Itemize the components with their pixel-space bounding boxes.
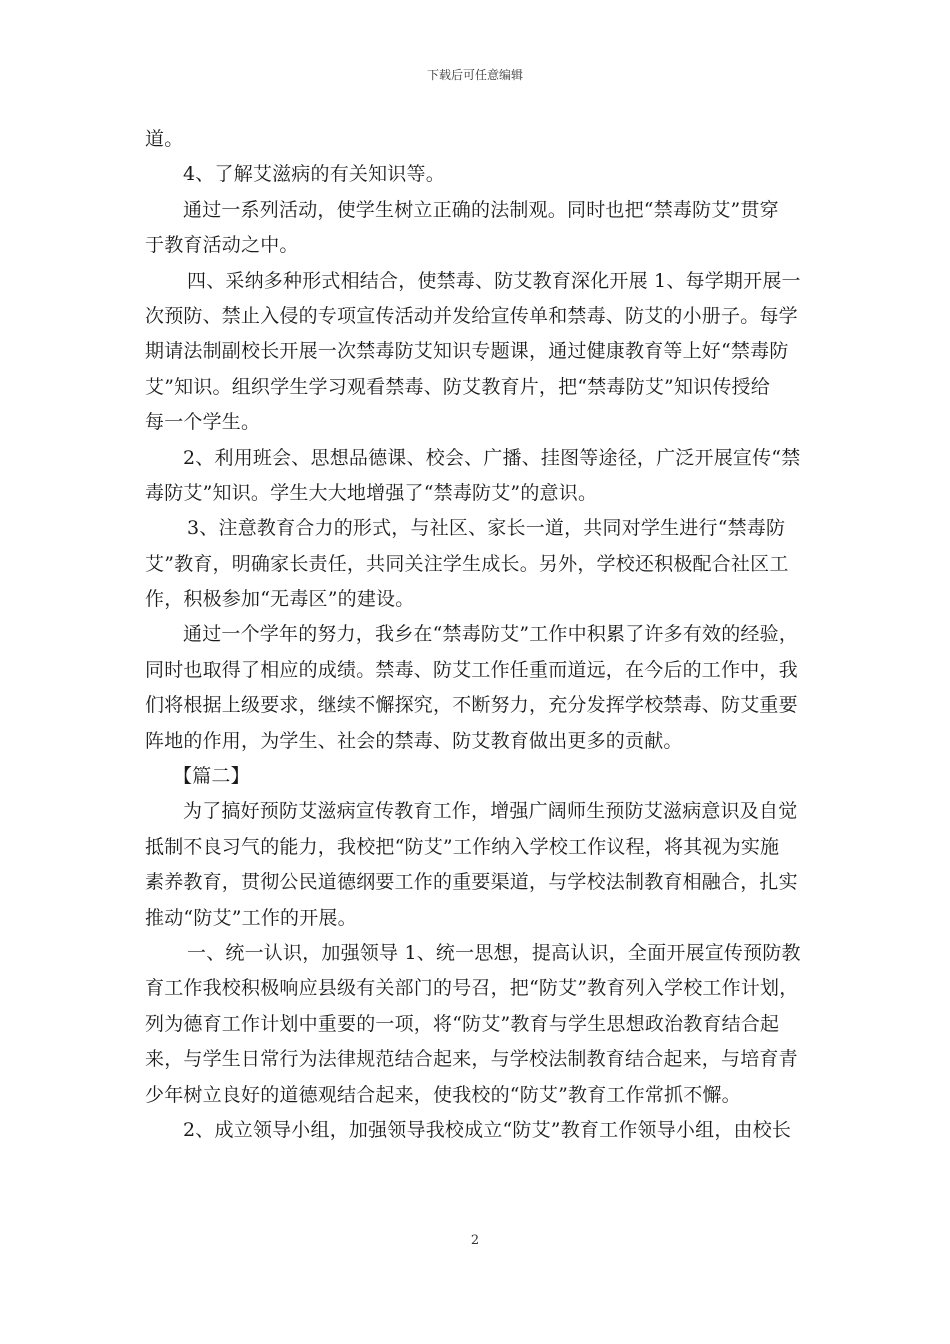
text-line: 来，与学生日常行为法律规范结合起来，与学校法制教育结合起来，与培育青 (145, 1048, 798, 1071)
text-line: 毒防艾”知识。学生大大地增强了“禁毒防艾”的意识。 (145, 481, 598, 504)
text-line: 作，积极参加“无毒区”的建设。 (145, 588, 415, 611)
text-line: 素养教育，贯彻公民道德纲要工作的重要渠道，与学校法制教育相融合，扎实 (145, 871, 798, 894)
document-body (145, 122, 810, 1148)
text-line: 列为德育工作计划中重要的一项，将“防艾”教育与学生思想政治教育结合起 (145, 1012, 780, 1035)
text-line: 一、统一认识，加强领导 1、统一思想，提高认识，全面开展宣传预防教 (187, 941, 801, 964)
text-line: 推动“防艾”工作的开展。 (145, 906, 357, 929)
text-line: 【篇二】 (173, 765, 250, 788)
text-line: 育工作我校积极响应县级有关部门的号召，把“防艾”教育列入学校工作计划， (145, 977, 799, 1000)
text-line: 四、采纳多种形式相结合，使禁毒、防艾教育深化开展 1、每学期开展一 (187, 269, 801, 292)
text-line: 们将根据上级要求，继续不懈探究，不断努力，充分发挥学校禁毒、防艾重要 (145, 694, 798, 717)
text-line: 通过一个学年的努力，我乡在“禁毒防艾”工作中积累了许多有效的经验， (183, 623, 799, 646)
text-line: 次预防、禁止入侵的专项宣传活动并发给宣传单和禁毒、防艾的小册子。每学 (145, 304, 798, 327)
page-header: 下载后可任意编辑 (426, 68, 523, 82)
text-line: 期请法制副校长开展一次禁毒防艾知识专题课，通过健康教育等上好“禁毒防 (145, 340, 789, 363)
text-line: 为了搞好预防艾滋病宣传教育工作，增强广阔师生预防艾滋病意识及自觉 (183, 800, 798, 823)
text-line: 通过一系列活动，使学生树立正确的法制观。同时也把“禁毒防艾”贯穿 (183, 198, 779, 221)
text-line: 阵地的作用，为学生、社会的禁毒、防艾教育做出更多的贡献。 (145, 729, 683, 752)
text-line: 抵制不良习气的能力，我校把“防艾”工作纳入学校工作议程，将其视为实施 (145, 835, 780, 858)
page-number: 2 (470, 1233, 480, 1248)
text-line: 艾”知识。组织学生学习观看禁毒、防艾教育片，把“禁毒防艾”知识传授给 (145, 375, 770, 398)
text-line: 3、注意教育合力的形式，与社区、家长一道，共同对学生进行“禁毒防 (187, 517, 786, 540)
text-line: 艾”教育，明确家长责任，共同关注学生成长。另外，学校还积极配合社区工 (145, 552, 789, 575)
text-line: 每一个学生。 (145, 411, 261, 434)
text-line: 2、成立领导小组，加强领导我校成立“防艾”教育工作领导小组，由校长 (183, 1118, 792, 1141)
text-line: 于教育活动之中。 (145, 234, 299, 257)
text-line: 2、利用班会、思想品德课、校会、广播、挂图等途径，广泛开展宣传“禁 (183, 446, 801, 469)
text-line: 4、了解艾滋病的有关知识等。 (183, 163, 445, 186)
text-line: 少年树立良好的道德观结合起来，使我校的“防艾”教育工作常抓不懈。 (145, 1083, 741, 1106)
text-line: 道。 (145, 128, 184, 150)
text-line: 同时也取得了相应的成绩。禁毒、防艾工作任重而道远，在今后的工作中，我 (145, 658, 798, 681)
